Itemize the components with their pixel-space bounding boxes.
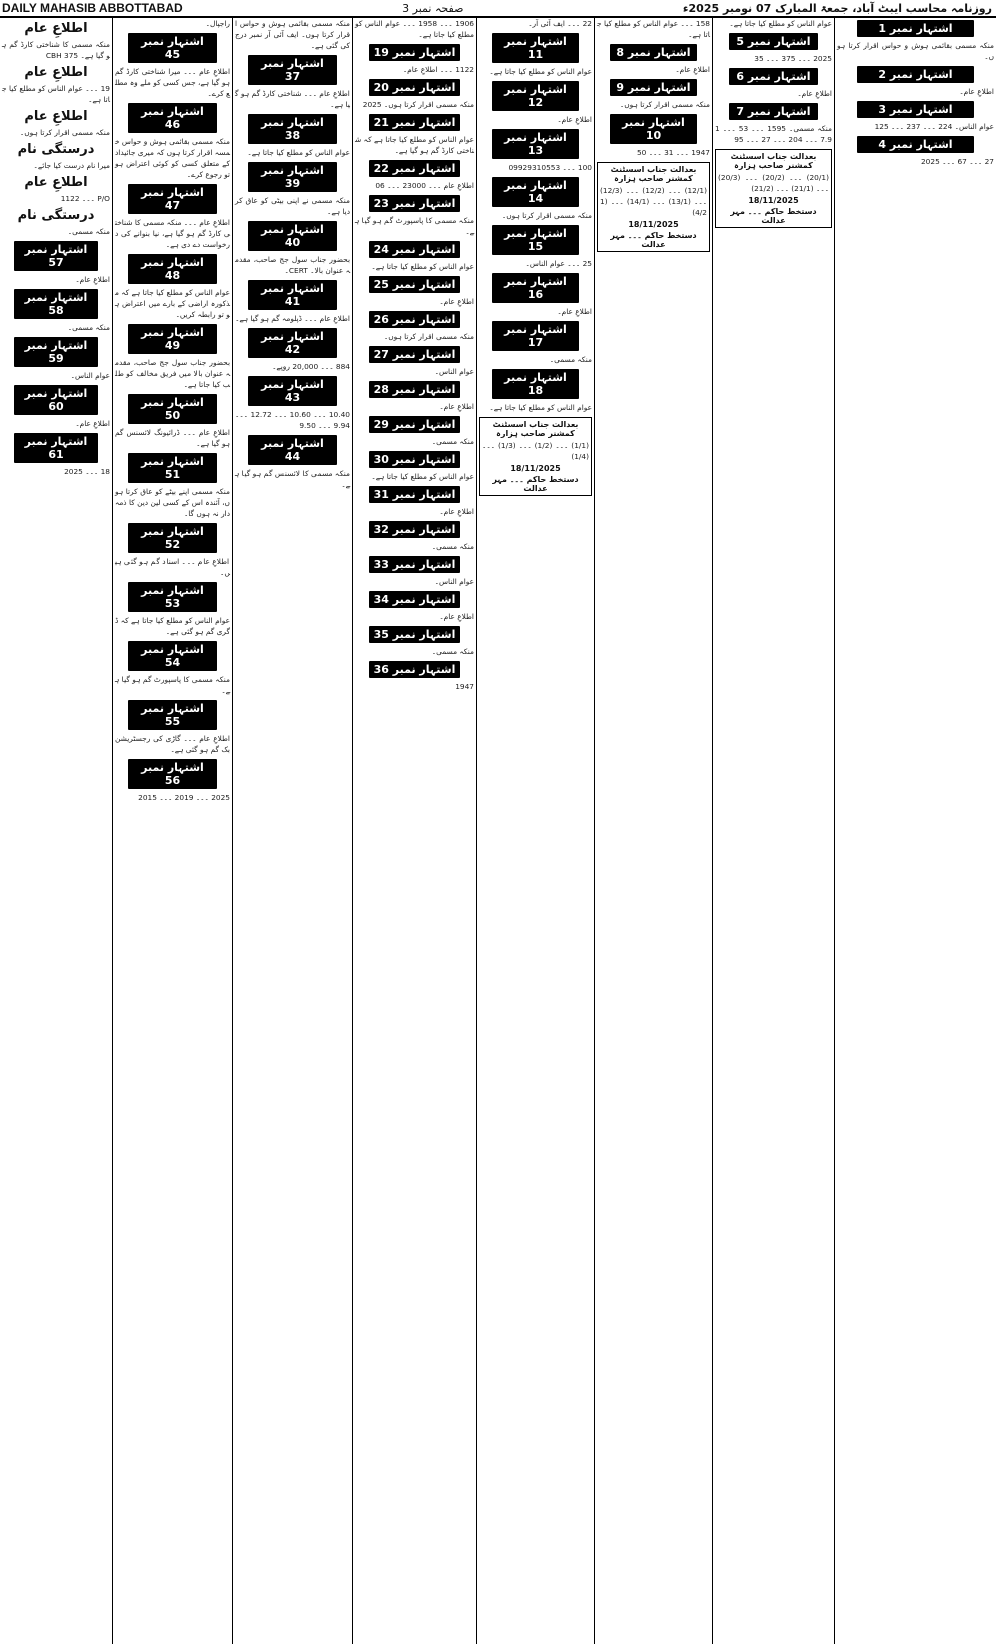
column-c7 [834, 18, 996, 1644]
ad-number-badge: اشتہار نمبر 31 [369, 486, 460, 503]
page-number: صفحہ نمبر 3 [402, 1, 464, 15]
ad-number-badge: اشتہار نمبر 26 [369, 311, 460, 328]
ad-text: منکہ مسمی کا لائسنس گم ہو گیا ہے۔ [235, 469, 350, 489]
ad-text: عوام الناس کو مطلع کیا جاتا ہے۔ [729, 19, 832, 28]
ad-text: منکہ مسمی۔ [67, 323, 110, 332]
ad-item [235, 221, 350, 276]
issue-date: روزنامہ محاسب ایبٹ آباد، جمعۃ المبارک 07 نومبر 2025ء [682, 1, 992, 15]
ad-number-badge: اشتہار نمبر 36 [369, 661, 460, 678]
ad-number-badge: اشتہار نمبر 13 [492, 129, 579, 159]
ad-text: 1122 ۔۔۔ اطلاعِ عام۔ [402, 65, 474, 74]
ad-number-badge: اشتہار نمبر 37 [248, 55, 337, 85]
ad-text: اطلاعِ عام۔ [439, 507, 474, 516]
ad-item [479, 81, 592, 125]
ad-text: 22 ۔۔۔ ایف آئی آر۔ [528, 19, 592, 28]
ad-number-badge: اشتہار نمبر 8 [610, 44, 697, 61]
ad-item [235, 328, 350, 372]
ad-item [597, 44, 710, 75]
ad-item [115, 184, 230, 250]
ad-number-badge: اشتہار نمبر 44 [248, 435, 337, 465]
ad-text: 25 ۔۔۔ عوام الناس۔ [525, 259, 592, 268]
ad-text: 18 ۔۔۔ 2025 [64, 467, 110, 476]
ad-item [355, 79, 474, 110]
ad-item [837, 136, 994, 167]
ad-text: منکہ مسمی اپنے بیٹے کو عاق کرتا ہوں، آئندہ اس کے کسی لین دین کا ذمہ دار نہ ہوں گا۔ [115, 487, 230, 518]
ad-item [2, 208, 110, 237]
paper-name: DAILY MAHASIB ABBOTTABAD [2, 1, 183, 15]
ad-number-badge: اشتہار نمبر 5 [729, 33, 819, 50]
ad-text: منکہ مسمی کا پاسپورٹ گم ہو گیا ہے۔ [355, 216, 474, 236]
ad-text: اطلاعِ عام۔ [439, 612, 474, 621]
court-notice-date: 18/11/2025 [510, 464, 561, 473]
ad-item [115, 453, 230, 519]
ad-item [479, 177, 592, 221]
ad-number-badge: اشتہار نمبر 21 [369, 114, 460, 131]
ad-item [2, 433, 110, 477]
ad-item [2, 142, 110, 171]
ad-text: اطلاعِ عام ۔۔۔ ڈپلومہ گم ہو گیا ہے۔ [235, 314, 350, 323]
ad-item [355, 276, 474, 307]
ad-text: منکہ مسمی اقرار کرتا ہوں۔ [619, 100, 710, 109]
ad-item [235, 435, 350, 490]
ad-text: اطلاعِ عام۔ [557, 115, 592, 124]
ad-item [115, 394, 230, 449]
court-notice-date: 18/11/2025 [748, 196, 799, 205]
ad-number-badge: اشتہار نمبر 22 [369, 160, 460, 177]
court-notice-body: (1/1) ۔۔۔ (1/2) ۔۔۔ (1/3) ۔۔۔ (1/4) [482, 441, 589, 461]
ad-text: 10.40 ۔۔۔ 10.60 ۔۔۔ 12.72 ۔۔۔ 9.94 ۔۔۔ 9.50 [235, 410, 350, 430]
ad-text: راجپال۔ [205, 19, 230, 28]
ad-number-badge: اشتہار نمبر 1 [857, 20, 975, 37]
ad-text: منکہ مسمی بقائمی ہوش و حواس اقرار کرتا ہوں۔ [837, 41, 994, 61]
court-notice-signature: دستخط حاکم ۔۔۔ مہر عدالت [610, 231, 697, 249]
ad-item [2, 109, 110, 138]
ad-item [597, 79, 710, 110]
ad-number-badge: اشتہار نمبر 23 [369, 195, 460, 212]
ad-number-badge: اشتہار نمبر 12 [492, 81, 579, 111]
ad-item [2, 337, 110, 381]
court-notice-date: 18/11/2025 [628, 220, 679, 229]
ad-number-badge: اشتہار نمبر 60 [14, 385, 98, 415]
ad-item [355, 451, 474, 482]
ad-item [115, 523, 230, 578]
ad-text: منکہ مسمی۔ [431, 542, 474, 551]
ad-number-badge: اشتہار نمبر 9 [610, 79, 697, 96]
ad-item [355, 160, 474, 191]
court-notice [479, 417, 592, 496]
ad-item [355, 556, 474, 587]
ad-number-badge: اشتہار نمبر 59 [14, 337, 98, 367]
ad-item [235, 162, 350, 217]
ad-text: منکہ مسمی اقرار کرتا ہوں۔ [383, 332, 474, 341]
ad-number-badge: اشتہار نمبر 57 [14, 241, 98, 271]
ad-text: 1947 ۔۔۔ 31 ۔۔۔ 50 [636, 148, 710, 157]
ad-item [115, 759, 230, 803]
ad-item [2, 241, 110, 285]
ad-item [837, 101, 994, 132]
ad-item [355, 241, 474, 272]
ad-text: اطلاعِ عام۔ [75, 275, 110, 284]
column-c2 [232, 18, 352, 1644]
column-c8 [0, 18, 112, 1644]
ad-number-badge: اشتہار نمبر 40 [248, 221, 337, 251]
court-notice-body: (20/1) ۔۔۔ (20/2) ۔۔۔ (20/3) ۔۔۔ (21/1) ۔۔۔ (21/2) [718, 173, 829, 193]
ad-text: عوام الناس کو مطلع کیا جاتا ہے۔ [489, 403, 592, 412]
ad-item [355, 486, 474, 517]
ad-text: 100 ۔۔۔ 09929310553 [508, 163, 592, 172]
column-c4 [476, 18, 594, 1644]
ad-item [235, 55, 350, 110]
ad-number-badge: اشتہار نمبر 19 [369, 44, 460, 61]
ad-item [115, 103, 230, 180]
ad-item [355, 346, 474, 377]
ad-heading: اطلاعِ عام [24, 175, 88, 190]
ad-item [837, 66, 994, 97]
ad-number-badge: اشتہار نمبر 24 [369, 241, 460, 258]
ad-item [355, 311, 474, 342]
ad-text: منکہ مسمی اقرار کرتا ہوں۔ [501, 211, 592, 220]
ad-text: عوام الناس کو مطلع کیا جاتا ہے کہ شناختی کارڈ گم ہو گیا ہے۔ [355, 135, 474, 155]
ad-text: منکہ مسمی نے اپنی بیٹی کو عاق کر دیا ہے۔ [235, 196, 350, 216]
column-c1 [112, 18, 232, 1644]
ad-item [355, 626, 474, 657]
ad-number-badge: اشتہار نمبر 38 [248, 114, 337, 144]
court-notice-title: بعدالت جناب اسسٹنٹ کمشنر صاحب ہزارہ [492, 420, 579, 438]
court-notice-signature: دستخط حاکم ۔۔۔ مہر عدالت [730, 207, 817, 225]
ad-text: 27 ۔۔۔ 67 ۔۔۔ 2025 [920, 157, 994, 166]
ad-item [2, 65, 110, 105]
ad-number-badge: اشتہار نمبر 7 [729, 103, 819, 120]
ad-text: عوام الناس کو مطلع کیا جاتا ہے کہ مذکورہ اراضی کے بارے میں اعتراض ہو تو رابطہ کریں۔ [115, 288, 230, 319]
ad-text: اطلاعِ عام ۔۔۔ شناختی کارڈ گم ہو گیا ہے۔ [235, 89, 350, 109]
ad-number-badge: اشتہار نمبر 45 [128, 33, 217, 63]
ad-item [235, 18, 350, 51]
ad-text: اطلاعِ عام۔ [439, 297, 474, 306]
ad-number-badge: اشتہار نمبر 18 [492, 369, 579, 399]
ad-number-badge: اشتہار نمبر 39 [248, 162, 337, 192]
ad-number-badge: اشتہار نمبر 11 [492, 33, 579, 63]
ad-item [115, 700, 230, 755]
ad-item [2, 175, 110, 204]
ad-item [355, 521, 474, 552]
ad-number-badge: اشتہار نمبر 10 [610, 114, 697, 144]
ad-text: اطلاعِ عام۔ [75, 419, 110, 428]
ad-number-badge: اشتہار نمبر 41 [248, 280, 337, 310]
court-notice [715, 149, 832, 228]
ad-item [115, 641, 230, 696]
ad-text: عوام الناس کو مطلع کیا جاتا ہے۔ [489, 67, 592, 76]
ad-item [355, 114, 474, 156]
ad-text: عوام الناس۔ 224 ۔۔۔ 237 ۔۔۔ 125 [874, 122, 994, 131]
ad-item [715, 33, 832, 64]
ad-text: اطلاعِ عام۔ [675, 65, 710, 74]
ad-item [115, 324, 230, 390]
ad-number-badge: اشتہار نمبر 61 [14, 433, 98, 463]
ad-number-badge: اشتہار نمبر 50 [128, 394, 217, 424]
ad-number-badge: اشتہار نمبر 15 [492, 225, 579, 255]
ad-item [355, 416, 474, 447]
ad-number-badge: اشتہار نمبر 43 [248, 376, 337, 406]
ad-item [479, 18, 592, 29]
ad-item [2, 385, 110, 429]
ad-item [355, 44, 474, 75]
ad-item [355, 661, 474, 692]
ad-heading: درستگی نام [17, 208, 95, 223]
ad-text: بحضور جناب سول جج صاحب، مقدمہ عنوان بالا۔ CERT۔ [235, 255, 350, 275]
ad-item [715, 68, 832, 99]
columns-area [0, 18, 996, 1644]
ad-heading: اطلاعِ عام [24, 21, 88, 36]
ad-item [479, 129, 592, 173]
ad-text: اطلاعِ عام ۔۔۔ 23000 ۔۔۔ 06 [375, 181, 474, 190]
ad-text: منکہ مسمی بقائمی ہوش و حواس اقرار کرتا ہوں۔ ایف آئی آر نمبر درج کی گئی ہے۔ [235, 19, 350, 50]
ad-text: عوام الناس کو مطلع کیا جاتا ہے۔ [247, 148, 350, 157]
ad-number-badge: اشتہار نمبر 56 [128, 759, 217, 789]
ad-number-badge: اشتہار نمبر 14 [492, 177, 579, 207]
ad-number-badge: اشتہار نمبر 25 [369, 276, 460, 293]
ad-number-badge: اشتہار نمبر 49 [128, 324, 217, 354]
ad-text: اطلاعِ عام۔ [439, 402, 474, 411]
ad-item [2, 289, 110, 333]
ad-number-badge: اشتہار نمبر 4 [857, 136, 975, 153]
ad-text: 2025 ۔۔۔ 375 ۔۔۔ 35 [754, 54, 832, 63]
ad-number-badge: اشتہار نمبر 33 [369, 556, 460, 573]
ad-item [235, 114, 350, 158]
ad-number-badge: اشتہار نمبر 54 [128, 641, 217, 671]
ad-number-badge: اشتہار نمبر 32 [369, 521, 460, 538]
ad-item [115, 18, 230, 29]
ad-text: عوام الناس کو مطلع کیا جاتا ہے کہ ڈگری گم ہو گئی ہے۔ [115, 616, 230, 636]
ad-number-badge: اشتہار نمبر 51 [128, 453, 217, 483]
ad-text: P/O ۔۔۔ 1122 [60, 194, 110, 203]
ad-number-badge: اشتہار نمبر 34 [369, 591, 460, 608]
ad-item [479, 321, 592, 365]
ad-text: عوام الناس۔ [70, 371, 110, 380]
ad-item [837, 20, 994, 62]
ad-text: اطلاعِ عام۔ [959, 87, 994, 96]
ad-item [355, 591, 474, 622]
ad-text: منکہ مسمی بقائمی ہوش و حواس خمسہ اقرار کرتا ہوں کہ میری جائیداد کے متعلق کسی کو کوئی اعتراض ہو تو رجوع کرے۔ [115, 137, 230, 179]
ad-text: 1947 [455, 682, 474, 691]
ad-text: اطلاعِ عام ۔۔۔ ڈرائیونگ لائسنس گم ہو گیا ہے۔ [115, 428, 230, 448]
ad-number-badge: اشتہار نمبر 46 [128, 103, 217, 133]
ad-item [235, 376, 350, 431]
ad-number-badge: اشتہار نمبر 6 [729, 68, 819, 85]
court-notice-body: (12/1) ۔۔۔ (12/2) ۔۔۔ (12/3) ۔۔۔ (13/1) ۔۔۔ (14/1) ۔۔۔ (14/2) [600, 186, 707, 217]
ad-text: اطلاعِ عام۔ [797, 89, 832, 98]
ad-number-badge: اشتہار نمبر 28 [369, 381, 460, 398]
ad-number-badge: اشتہار نمبر 58 [14, 289, 98, 319]
ad-text: منکہ مسمی اقرار کرتا ہوں۔ [19, 128, 110, 137]
ad-number-badge: اشتہار نمبر 48 [128, 254, 217, 284]
ad-number-badge: اشتہار نمبر 47 [128, 184, 217, 214]
ad-text: 158 ۔۔۔ عوام الناس کو مطلع کیا جاتا ہے۔ [597, 19, 710, 39]
ad-text: میرا نام درست کیا جائے۔ [33, 161, 110, 170]
ad-text: عوام الناس کو مطلع کیا جاتا ہے۔ [371, 472, 474, 481]
column-c3 [352, 18, 476, 1644]
ad-item [235, 280, 350, 324]
ad-text: اطلاعِ عام۔ [557, 307, 592, 316]
ad-item [715, 18, 832, 29]
ad-text: 884 ۔۔۔ 20,000 روپے۔ [272, 362, 350, 371]
court-notice-title: بعدالت جناب اسسٹنٹ کمشنر صاحب ہزارہ [730, 152, 817, 170]
ad-text: 19 ۔۔۔ عوام الناس کو مطلع کیا جاتا ہے۔ [2, 84, 110, 104]
ad-number-badge: اشتہار نمبر 3 [857, 101, 975, 118]
ad-item [597, 18, 710, 40]
ad-text: عوام الناس۔ [434, 367, 474, 376]
ad-heading: اطلاعِ عام [24, 109, 88, 124]
ad-number-badge: اشتہار نمبر 30 [369, 451, 460, 468]
ad-number-badge: اشتہار نمبر 52 [128, 523, 217, 553]
ad-text: منکہ مسمی کا شناختی کارڈ گم ہو گیا ہے۔ 375 CBH [2, 40, 110, 60]
court-notice-signature: دستخط حاکم ۔۔۔ مہر عدالت [492, 475, 579, 493]
ad-text: اطلاعِ عام ۔۔۔ منکہ مسمی کا شناختی کارڈ گم ہو گیا ہے، نیا بنوانے کی درخواست دے دی ہے۔ [115, 218, 230, 249]
ad-text: منکہ مسمی۔ [67, 227, 110, 236]
ad-number-badge: اشتہار نمبر 42 [248, 328, 337, 358]
column-c5 [594, 18, 712, 1644]
page-header [0, 0, 996, 18]
ad-number-badge: اشتہار نمبر 35 [369, 626, 460, 643]
ad-text: اطلاعِ عام ۔۔۔ میرا شناختی کارڈ گم ہو گیا ہے، جس کسی کو ملے وہ مطلع کرے۔ [115, 67, 230, 98]
ad-text: منکہ مسمی۔ 1595 ۔۔۔ 53 ۔۔۔ 17.9 ۔۔۔ 204 ۔۔۔ 27 ۔۔۔ 95 [715, 124, 832, 144]
ad-number-badge: اشتہار نمبر 29 [369, 416, 460, 433]
ad-text: 1906 ۔۔۔ 1958 ۔۔۔ عوام الناس کو مطلع کیا جاتا ہے۔ [355, 19, 474, 39]
ad-number-badge: اشتہار نمبر 27 [369, 346, 460, 363]
ad-text: منکہ مسمی کا پاسپورٹ گم ہو گیا ہے۔ [115, 675, 230, 695]
ad-item [115, 582, 230, 637]
ad-item [479, 225, 592, 269]
ad-text: منکہ مسمی۔ [549, 355, 592, 364]
ad-item [115, 33, 230, 99]
ad-item [115, 254, 230, 320]
ad-number-badge: اشتہار نمبر 17 [492, 321, 579, 351]
ad-item [2, 21, 110, 61]
ad-text: منکہ مسمی اقرار کرتا ہوں۔ 2025 [362, 100, 474, 109]
ad-text: منکہ مسمی۔ [431, 437, 474, 446]
ad-heading: درستگی نام [17, 142, 95, 157]
ad-item [355, 195, 474, 237]
ad-item [355, 381, 474, 412]
column-c6 [712, 18, 834, 1644]
ad-item [355, 18, 474, 40]
ad-heading: اطلاعِ عام [24, 65, 88, 80]
ad-number-badge: اشتہار نمبر 53 [128, 582, 217, 612]
ad-text: عوام الناس۔ [434, 577, 474, 586]
ad-number-badge: اشتہار نمبر 2 [857, 66, 975, 83]
ad-item [479, 369, 592, 413]
court-notice-title: بعدالت جناب اسسٹنٹ کمشنر صاحب ہزارہ [610, 165, 697, 183]
ad-text: 2025 ۔۔۔ 2019 ۔۔۔ 2015 [138, 793, 230, 802]
ad-text: عوام الناس کو مطلع کیا جاتا ہے۔ [371, 262, 474, 271]
ad-text: اطلاعِ عام ۔۔۔ گاڑی کی رجسٹریشن بک گم ہو گئی ہے۔ [115, 734, 230, 754]
ad-text: اطلاعِ عام ۔۔۔ اسناد گم ہو گئی ہیں۔ [115, 557, 230, 577]
ad-item [479, 273, 592, 317]
ad-number-badge: اشتہار نمبر 16 [492, 273, 579, 303]
ad-text: بحضور جناب سول جج صاحب، مقدمہ عنوان بالا میں فریق مخالف کو طلب کیا جاتا ہے۔ [115, 358, 230, 389]
court-notice [597, 162, 710, 252]
ad-number-badge: اشتہار نمبر 55 [128, 700, 217, 730]
ad-number-badge: اشتہار نمبر 20 [369, 79, 460, 96]
ad-item [715, 103, 832, 145]
ad-text: منکہ مسمی۔ [431, 647, 474, 656]
ad-item [597, 114, 710, 158]
ad-item [479, 33, 592, 77]
